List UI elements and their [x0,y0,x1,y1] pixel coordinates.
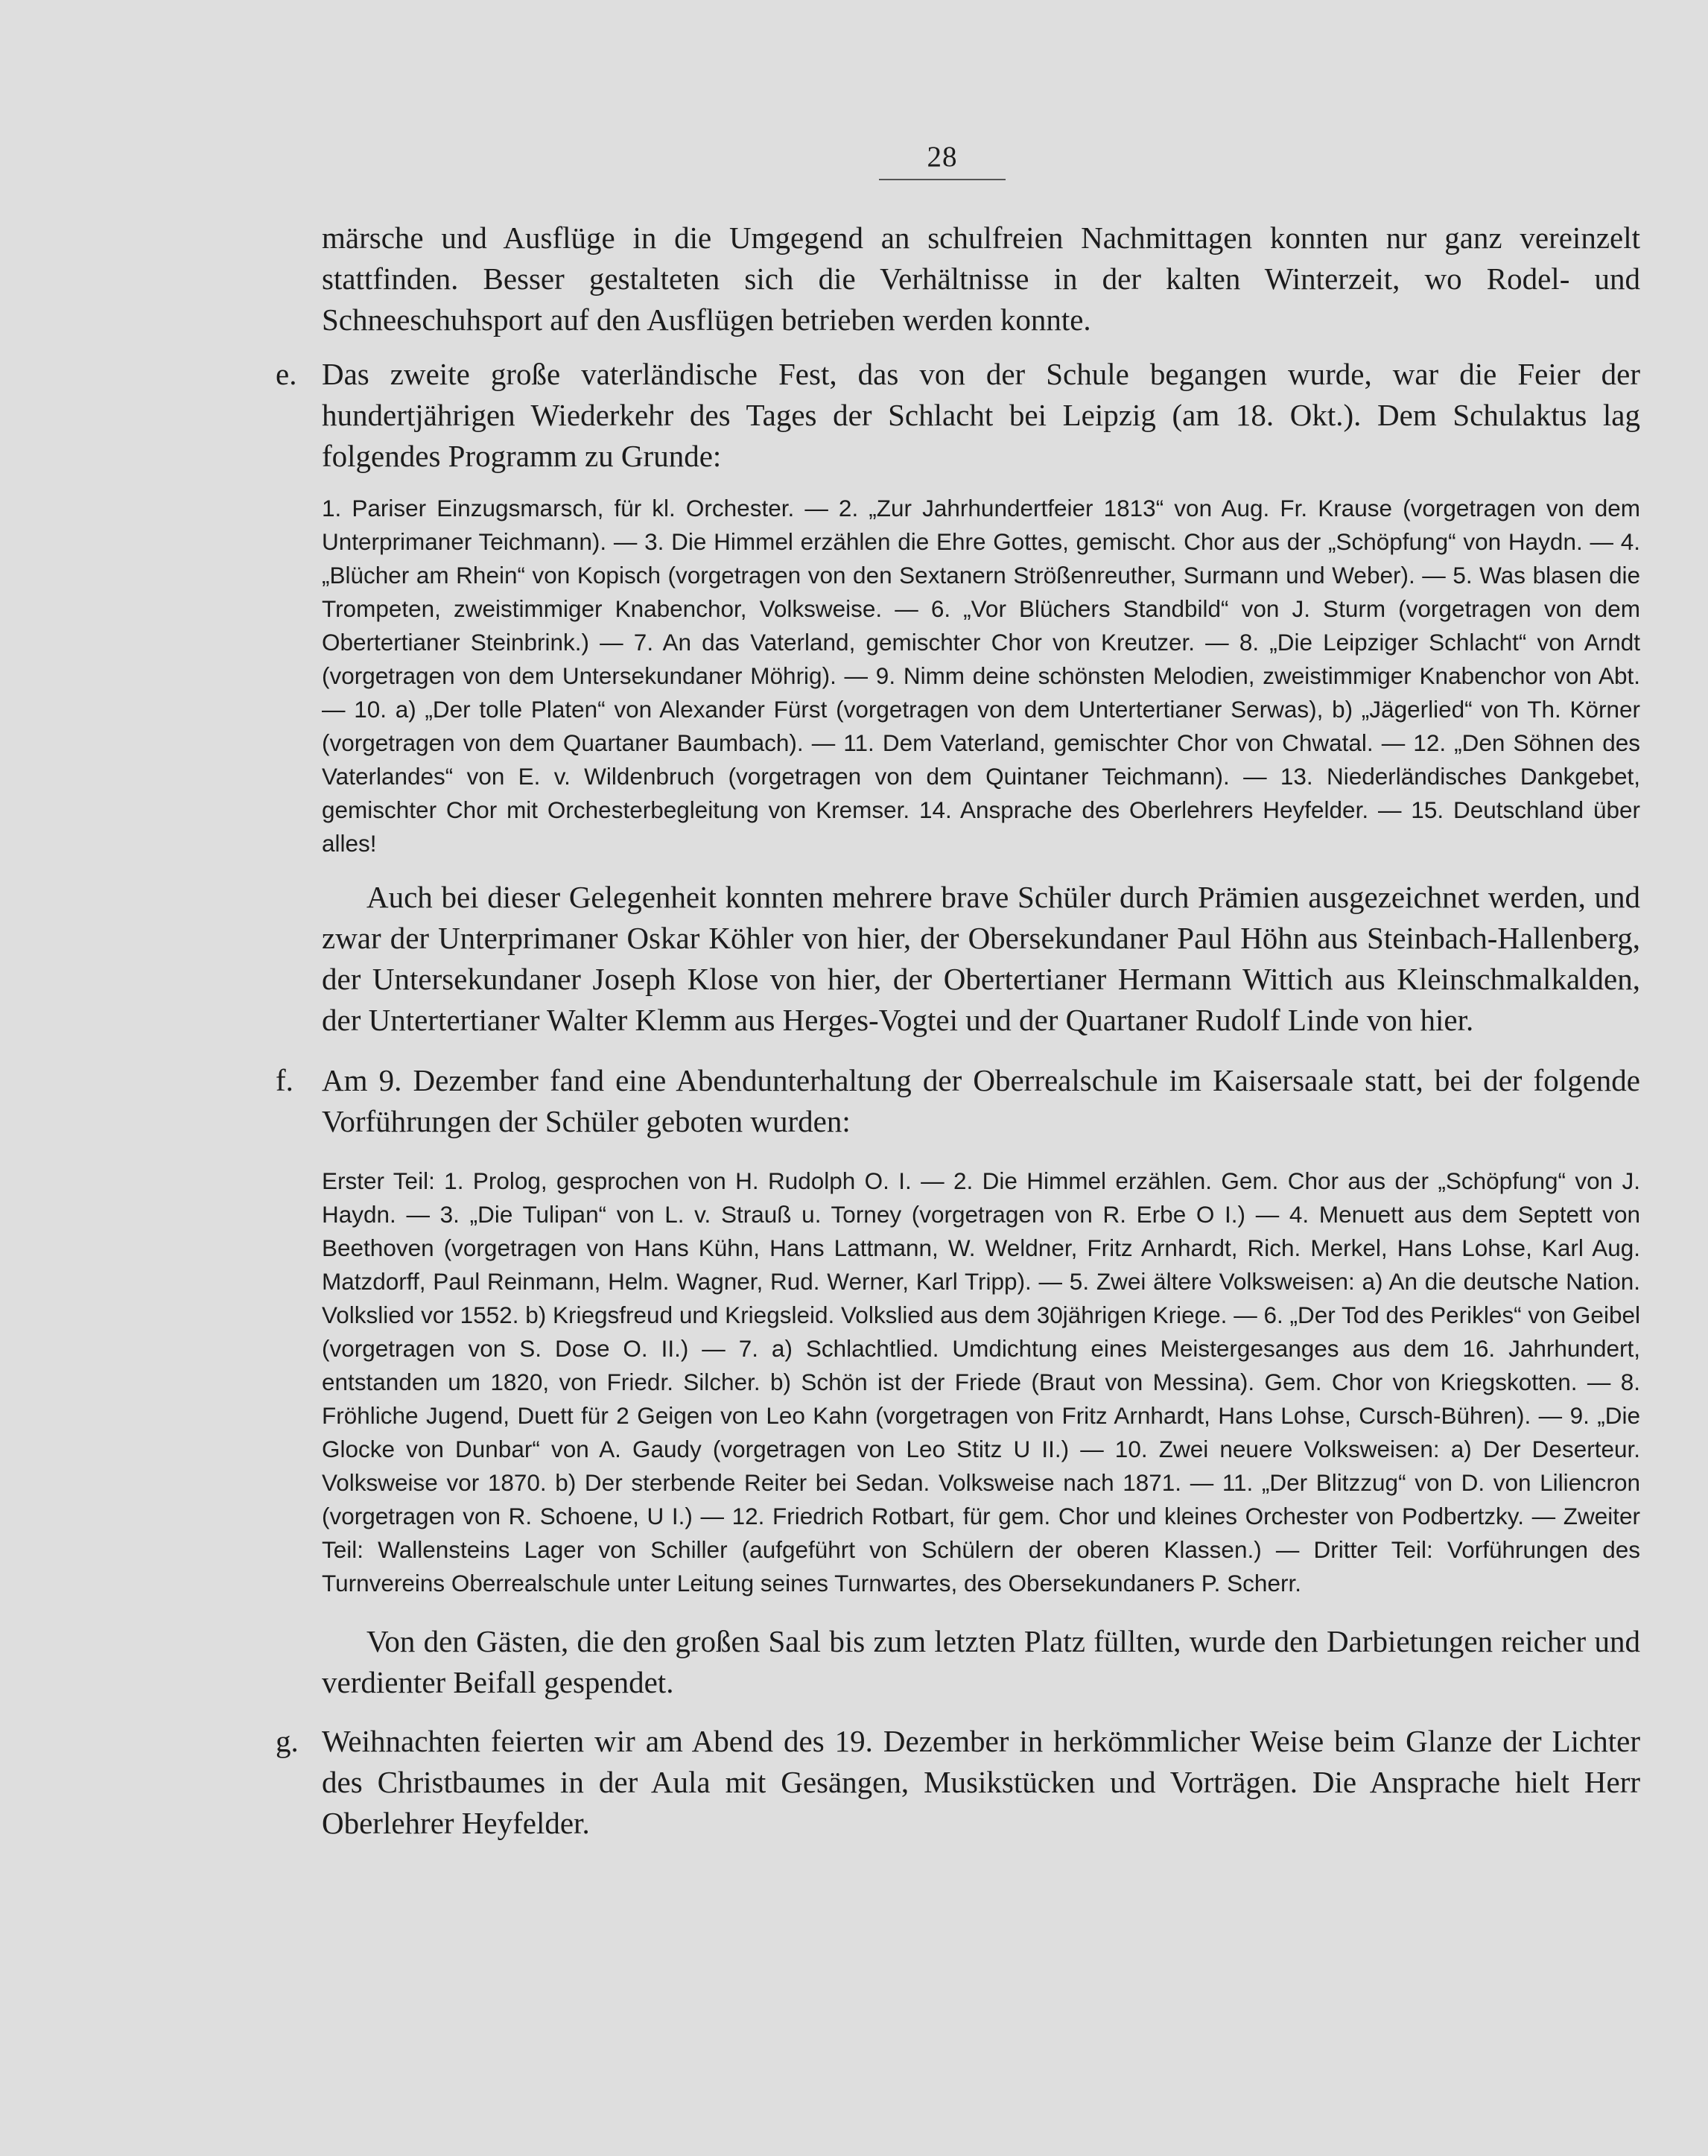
page-number-rule [879,179,1006,180]
document-body [276,218,1640,1844]
section-f-program: Erster Teil: 1. Prolog, gesprochen von H. Rudolph O. I. — 2. Die Himmel erzählen. Gem. Chor aus der „Schöpfung“ von J. Haydn. — 3. „Die Tulipan“ von L. v. Strauß u. Torney (vorgetragen von R. Erbe O I.) — 4. Menuett aus dem Septett von Beethoven (vorgetragen von Hans Kühn, Hans Lattmann, W. Weldner, Fritz Arnhardt, Rich. Merkel, Hans Lohse, Karl Aug. Matzdorff, Paul Reinmann, Helm. Wagner, Rud. Werner, Karl Tripp). — 5. Zwei ältere Volksweisen: a) An die deutsche Nation. Volkslied vor 1552. b) Kriegsfreud und Kriegsleid. Volkslied aus dem 30jährigen Kriege. — 6. „Der Tod des Perikles“ von Geibel (vorgetragen von S. Dose O. II.) — 7. a) Schlachtlied. Umdichtung eines Meistergesanges aus dem 16. Jahrhundert, entstanden um 1820, von Friedr. Silcher. b) Schön ist der Friede (Braut von Messina). Gem. Chor von Kriegskotten. — 8. Fröhliche Jugend, Duett für 2 Geigen von Leo Kahn (vorgetragen von Fritz Arnhardt, Hans Lohse, Cursch-Bühren). — 9. „Die Glocke von Dunbar“ von A. Gaudy (vorgetragen von Leo Stitz U II.) — 10. Zwei neuere Volksweisen: a) Der Deserteur. Volksweise vor 1870. b) Der sterbende Reiter bei Sedan. Volksweise nach 1871. — 11. „Der Blitzzug“ von D. von Liliencron (vorgetragen von R. Schoene, U I.) — 12. Friedrich Rotbart, für gem. Chor und kleines Orchester von Podbertzky. — Zweiter Teil: Wallensteins Lager von Schiller (aufgeführt von Schülern der oberen Klassen.) — Dritter Teil: Vorführungen des Turnvereins Oberrealschule unter Leitung seines Turnwartes, des Obersekundaners P. Scherr. [322,1167,1640,1597]
section-f-guests: Von den Gästen, die den großen Saal bis zum letzten Platz füllten, wurde den Darbietungen reicher und verdienter Beifall gespendet. [322,1624,1640,1699]
section-f [276,1060,1640,1142]
section-e [276,354,1640,477]
section-g-text: Weihnachten feierten wir am Abend des 19. Dezember in herkömmlicher Weise beim Glanze der Lichter des Christbaumes in der Aula mit Gesängen, Musikstücken und Vorträgen. Die Ansprache hielt Herr Oberlehrer Heyfelder. [322,1724,1640,1840]
intro-paragraph: märsche und Ausflüge in die Umgegend an schulfreien Nachmittagen konnten nur ganz vereinzelt stattfinden. Besser gestalteten sich die Verhältnisse in der kalten Winterzeit, wo Rodel- und Schneeschuhsport auf den Ausflügen betrieben werden konnte. [322,221,1640,337]
section-g [276,1721,1640,1844]
section-f-marker: f. [276,1063,293,1097]
section-e-marker: e. [276,357,297,391]
section-e-awards: Auch bei dieser Gelegenheit konnten mehrere brave Schüler durch Prämien ausgezeichnet werden, und zwar der Unterprimaner Oskar Köhler von hier, der Obersekundaner Paul Höhn aus Steinbach-Hallenberg, der Untersekundaner Joseph Klose von hier, der Obertertianer Hermann Wittich aus Kleinschmalkalden, der Untertertianer Walter Klemm aus Herges-Vogtei und der Quartaner Rudolf Linde von hier. [322,880,1640,1037]
section-f-text: Am 9. Dezember fand eine Abendunterhaltung der Oberrealschule im Kaisersaale statt, bei der folgende Vorführungen der Schüler geboten wurden: [322,1063,1640,1138]
section-e-text: Das zweite große vaterländische Fest, das von der Schule begangen wurde, war die Feier der hundertjährigen Wiederkehr des Tages der Schlacht bei Leipzig (am 18. Okt.). Dem Schulaktus lag folgendes Programm zu Grunde: [322,357,1640,473]
section-e-program: 1. Pariser Einzugsmarsch, für kl. Orchester. — 2. „Zur Jahrhundertfeier 1813“ von Aug. Fr. Krause (vorgetragen von dem Unterprimaner Teichmann). — 3. Die Himmel erzählen die Ehre Gottes, gemischt. Chor aus der „Schöpfung“ von Haydn. — 4. „Blücher am Rhein“ von Kopisch (vorgetragen von den Sextanern Strößenreuther, Surmann und Weber). — 5. Was blasen die Trompeten, zweistimmiger Knabenchor, Volksweise. — 6. „Vor Blüchers Standbild“ von J. Sturm (vorgetragen von dem Obertertianer Steinbrink.) — 7. An das Vaterland, gemischter Chor von Kreutzer. — 8. „Die Leipziger Schlacht“ von Arndt (vorgetragen von dem Untersekundaner Möhrig). — 9. Nimm deine schönsten Melodien, zweistimmiger Knabenchor von Abt. — 10. a) „Der tolle Platen“ von Alexander Fürst (vorgetragen von dem Untertertianer Serwas), b) „Jägerlied“ von Th. Körner (vorgetragen von dem Quartaner Baumbach). — 11. Dem Vaterland, gemischter Chor von Chwatal. — 12. „Den Söhnen des Vaterlandes“ von E. v. Wildenbruch (vorgetragen von dem Quintaner Teichmann). — 13. Niederländisches Dankgebet, gemischter Chor mit Orchesterbegleitung von Kremser. 14. Ansprache des Oberlehrers Heyfelder. — 15. Deutschland über alles! [322,495,1640,857]
page-number: 28 [927,141,958,173]
section-g-marker: g. [276,1724,299,1758]
